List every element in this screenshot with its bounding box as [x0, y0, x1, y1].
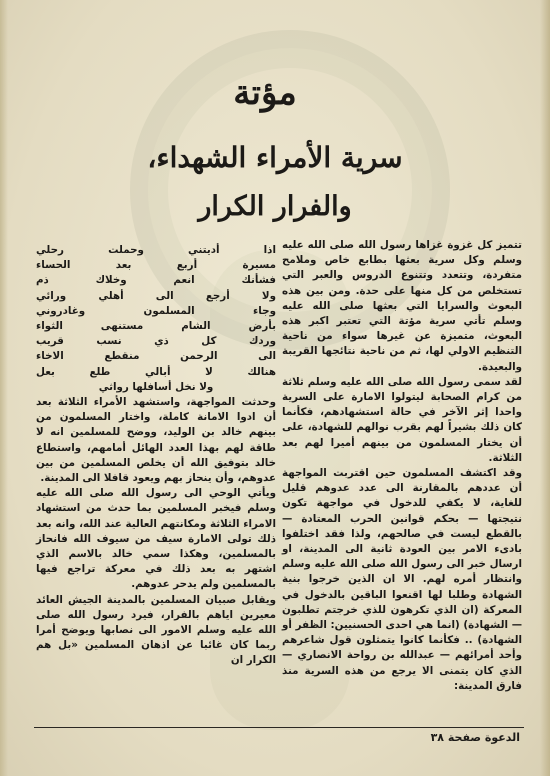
- poem-line: مسيرة أربع بعد الحساء: [36, 259, 276, 272]
- right-text-column: [282, 238, 522, 694]
- article-subtitle-line1: سرية الأمراء الشهداء،: [147, 141, 403, 174]
- paragraph: ويقابل صبيان المسلمين بالمدينة الجيش العائد معيرين اياهم بالفرار، فيرد رسول الله صلى الله عليه وسلم الامور الى نصابها ويوضح أمرا ربما كان غائبا عن اذهان المسلمين «بل هم الكرار ان: [36, 593, 276, 667]
- poem-line: اذا أديتني وحملت رحلي: [36, 244, 276, 256]
- poem-line: وردك كل ذي نسب قريب: [36, 335, 276, 348]
- paragraph: ويأتي الوحي الى رسول الله صلى الله عليه وسلم فيخبر المسلمين بما حدث من استشهاد الامراء الثلاثة ومكانتهم العالية عند الله، وانه بعد ذلك تولى الامارة سيف من سيوف الله فانحاز بالمسلمين، وهكذا سمي خالد بالاسم الذي اشتهر به بعد ذلك في معركة تراجع فيها بالمسلمين ولم يدحر عدوهم.: [36, 487, 276, 591]
- page-footer: الدعوة صفحة ٣٨: [430, 731, 520, 744]
- poem-line: هنالك لا أبالي طلع بعل: [36, 365, 276, 378]
- page-edge-right: [540, 0, 550, 776]
- poem-line: وجاء المسلمون وغادروني: [36, 304, 276, 317]
- poem-block: [36, 243, 276, 395]
- poem-line: بأرض الشام مستنهى الثواء: [36, 320, 276, 333]
- poem-line: ولا أرجع الى أهلي ورائي: [36, 289, 276, 302]
- paragraph: لقد سمى رسول الله صلى الله عليه وسلم ثلاثة من كرام الصحابة ليتولوا الامارة على السرية واحدا إثر الآخر في حالة استشهادهم، فكأنما كان ذلك بشيراً لهم بقرب نوالهم للشهادة، على أن يختار المسلمون من بينهم أميرا لهم بعد الثلاثة.: [282, 375, 522, 464]
- poem-line: الى الرحمن منقطع الاخاء: [36, 350, 276, 363]
- article-subtitle-line2: والفرار الكرار: [198, 191, 352, 222]
- left-text-column: [36, 243, 276, 669]
- paragraph: وقد اكتشف المسلمون حين اقتربت المواجهة أن عددهم بالمقارنة الى عدد عدوهم قليل للغاية، لا يكفي للدخول في مواجهة تكون نتيجتها — بحكم قوانين الحرب المعتادة — بالقطع ليست في صالحهم، ولذا فقد اختلفوا بادىء الامر بين العودة ثانية الى المدينة، او ارسال خبر الى رسول الله صلى الله عليه وسلم وانتظار أمره لهم. الا ان الذين خرجوا بنية الشهادة وطلبا لها اقنعوا الباقين بالدخول في المعركة (ان الذي تكرهون للذي خرجتم تطلبون — الشهادة) (انما هي احدى الحسنيين: الظفر أو الشهادة) .. فكأنما كانوا يتمثلون قول شاعرهم وأحد أمرائهم — عبدالله بن رواحة الانصاري — الذي كان يتمنى الا يرجع من هذه السرية منذ فارق المدينة:: [282, 467, 522, 692]
- poem-line: فشأنك انعم وخلاك ذم: [36, 274, 276, 287]
- page-edge-left: [0, 0, 8, 776]
- article-headline: مؤتة: [233, 73, 297, 113]
- paragraph: تتميز كل غزوة غزاها رسول الله صلى الله عليه وسلم وكل سرية بعثها بطابع خاص وملامح متفردة، وتتعدد وتتنوع الدروس والعبر التي تستخلص من كل منها على حدة. ومن بين هذه البعوث والسرايا التي بعثها صلى الله عليه وسلم تأتي سرية مؤتة التي تعتبر اكبر هذه البعوث، متميزة عن غيرها سواء من ناحية التنظيم الاولي لها، ثم من ناحية نتائجها القريبة والبعيدة.: [282, 239, 522, 373]
- poem-line: ولا نخل أسافلها رواثي: [98, 380, 214, 393]
- paragraph: وحدثت المواجهة، واستشهد الأمراء الثلاثة بعد أن ادوا الامانة كاملة، واختار المسلمون من بينهم خالد بن الوليد، ووضح للمسلمين انه لا طاقة لهم بهذا العدد الهائل أمامهم، واستطاع خالد بتوفيق الله أن يخلص المسلمين من بين عدوهم، وأن ينحاز بهم ويعود قافلا الى المدينة.: [36, 396, 276, 485]
- footer-rule: [34, 727, 524, 728]
